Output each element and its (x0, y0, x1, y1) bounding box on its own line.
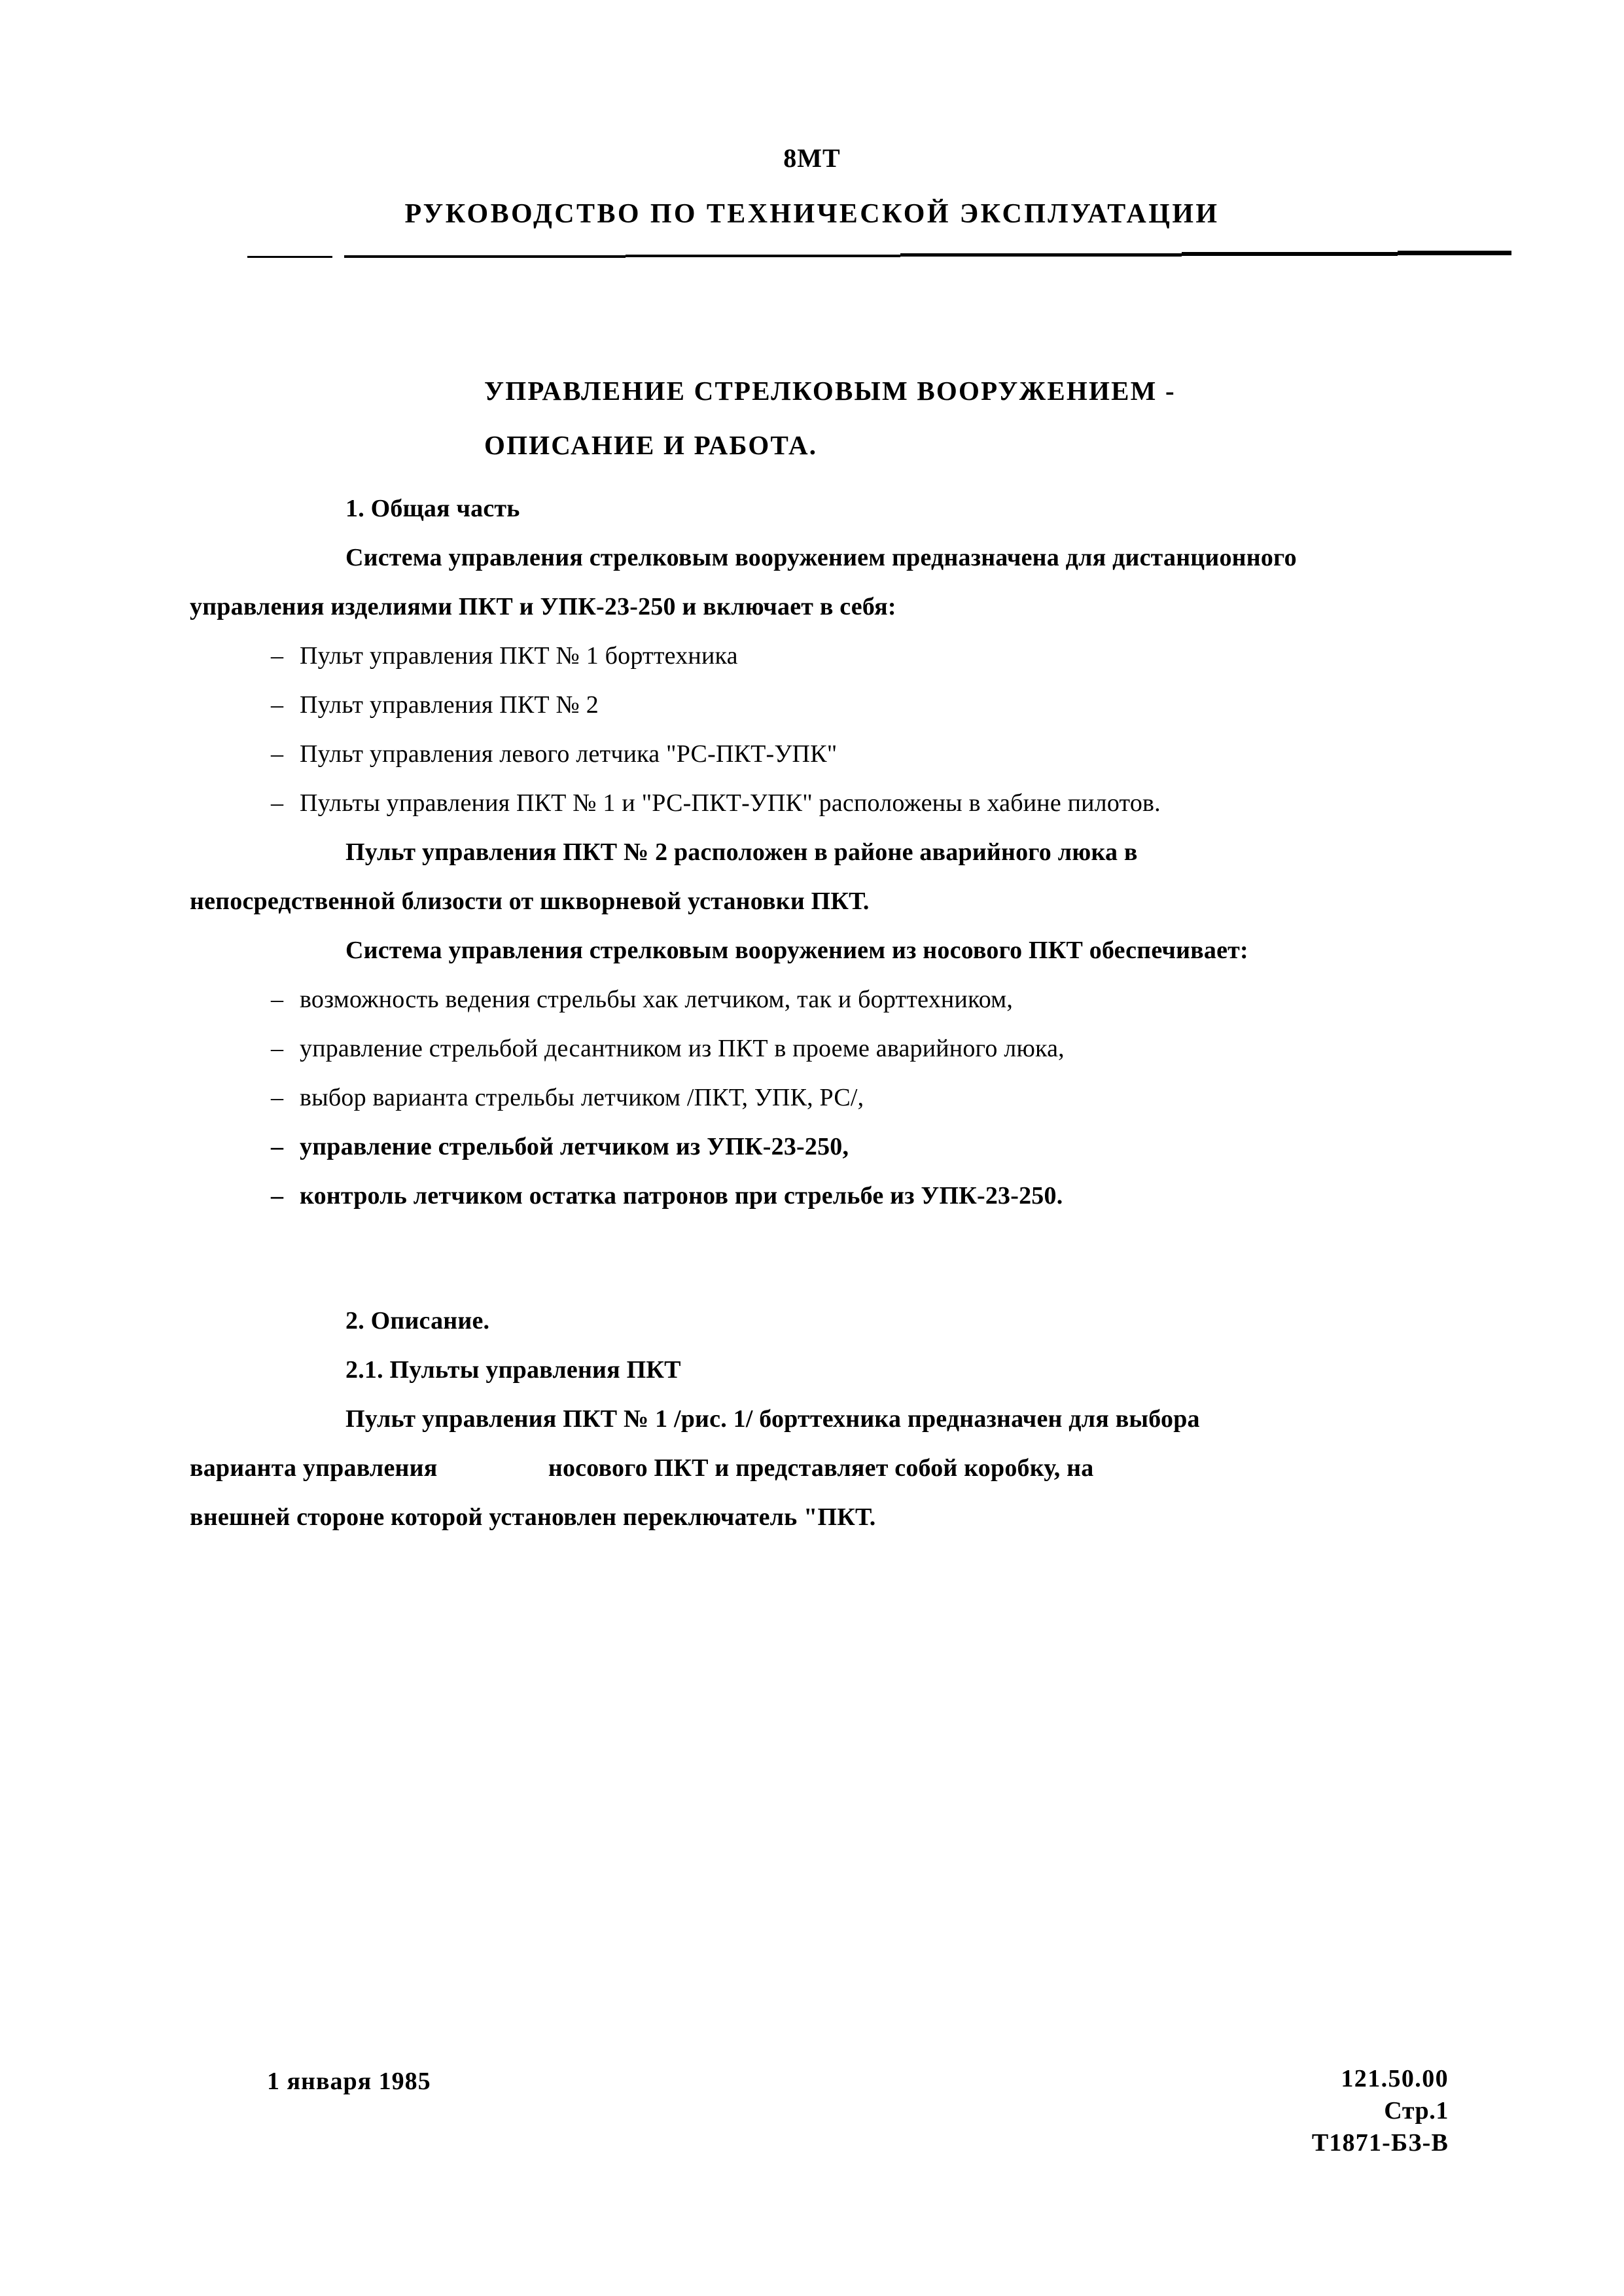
dash-bullet-icon: – (271, 642, 284, 670)
footer-chapter-code: 121.50.00 (1341, 2065, 1449, 2092)
list-item-label: выбор варианта стрельбы летчиком /ПКТ, УПК, РС/, (300, 1084, 864, 1111)
section-2-1-subheading: 2.1. Пульты управления ПКТ (345, 1356, 681, 1384)
section-2-para-line-3: внешней стороне которой установлен переключатель "ПКТ. (190, 1503, 876, 1531)
section-2-para-line-1: Пульт управления ПКТ № 1 /рис. 1/ борттехника предназначен для выбора (345, 1405, 1200, 1433)
list-item-label: Пульт управления ПКТ № 2 (300, 691, 599, 719)
dash-bullet-icon: – (271, 789, 284, 817)
footer-page-number: Стр.1 (1384, 2097, 1449, 2125)
section-1-para-3: Система управления стрелковым вооружением из носового ПКТ обеспечивает: (345, 937, 1248, 964)
section-2-heading: 2. Описание. (345, 1307, 490, 1335)
list-item (190, 1172, 1498, 1221)
list-item (190, 1073, 1498, 1122)
section-1-intro-line-1: Система управления стрелковым вооружением предназначена для дистанционного (345, 544, 1297, 571)
dash-bullet-icon: – (271, 986, 284, 1013)
page-title (484, 364, 1176, 473)
dash-bullet-icon: – (271, 1182, 284, 1210)
document-body (190, 484, 1498, 1542)
list-item-label: Пульт управления левого летчика "РС-ПКТ-УПК" (300, 740, 838, 768)
list-item (190, 681, 1498, 730)
list-item-label: возможность ведения стрельбы хак летчиком, так и борттехником, (300, 986, 1014, 1013)
aircraft-model-label: 8МТ (783, 143, 841, 173)
list-item-label: управление стрельбой летчиком из УПК-23-250, (300, 1133, 849, 1160)
list-item-label: управление стрельбой десантником из ПКТ в проеме аварийного люка, (300, 1035, 1065, 1062)
list-item (190, 1122, 1498, 1172)
section-2-para-line-2 (190, 1444, 1498, 1493)
section-2-para-line-2-part-a: варианта управления (190, 1454, 438, 1482)
manual-title: РУКОВОДСТВО ПО ТЕХНИЧЕСКОЙ ЭКСПЛУАТАЦИИ (404, 199, 1220, 229)
section-1-heading: 1. Общая часть (345, 495, 520, 522)
rule-segment (626, 255, 900, 257)
footer-date: 1 января 1985 (267, 2068, 431, 2095)
rule-segment (1182, 252, 1398, 256)
page-title-line-2: ОПИСАНИЕ И РАБОТА. (484, 430, 818, 460)
page-title-line-1: УПРАВЛЕНИЕ СТРЕЛКОВЫМ ВООРУЖЕНИЕМ - (484, 376, 1176, 406)
dash-bullet-icon: – (271, 1035, 284, 1062)
dash-bullet-icon: – (271, 1133, 284, 1160)
header-divider-rule (247, 250, 1511, 259)
list-item (190, 730, 1498, 779)
dash-bullet-icon: – (271, 740, 284, 768)
section-2-para-line-2-part-b: носового ПКТ и представляет собой коробку, на (548, 1454, 1094, 1482)
dash-bullet-icon: – (271, 691, 284, 719)
list-item (190, 779, 1498, 828)
rule-segment (900, 253, 1182, 257)
list-item (190, 1024, 1498, 1073)
section-spacer (190, 1221, 1498, 1297)
rule-segment (1398, 251, 1511, 255)
list-item-label: Пульт управления ПКТ № 1 борттехника (300, 642, 738, 670)
list-item-label: Пульты управления ПКТ № 1 и "РС-ПКТ-УПК" расположены в хабине пилотов. (300, 789, 1161, 817)
document-header (0, 145, 1624, 228)
footer-document-number: Т1871-БЗ-В (1311, 2129, 1449, 2157)
rule-segment (344, 255, 626, 258)
section-1-intro-line-2: управления изделиями ПКТ и УПК-23-250 и включает в себя: (190, 593, 896, 620)
list-item (190, 975, 1498, 1024)
rule-segment (247, 256, 332, 258)
section-1-para-2-line-2: непосредственной близости от шкворневой установки ПКТ. (190, 888, 870, 915)
dash-bullet-icon: – (271, 1084, 284, 1111)
section-1-para-2-line-1: Пульт управления ПКТ № 2 расположен в районе аварийного люка в (345, 838, 1138, 866)
list-item-label: контроль летчиком остатка патронов при стрельбе из УПК-23-250. (300, 1182, 1063, 1210)
list-item (190, 632, 1498, 681)
footer-document-reference (1312, 2063, 1449, 2159)
